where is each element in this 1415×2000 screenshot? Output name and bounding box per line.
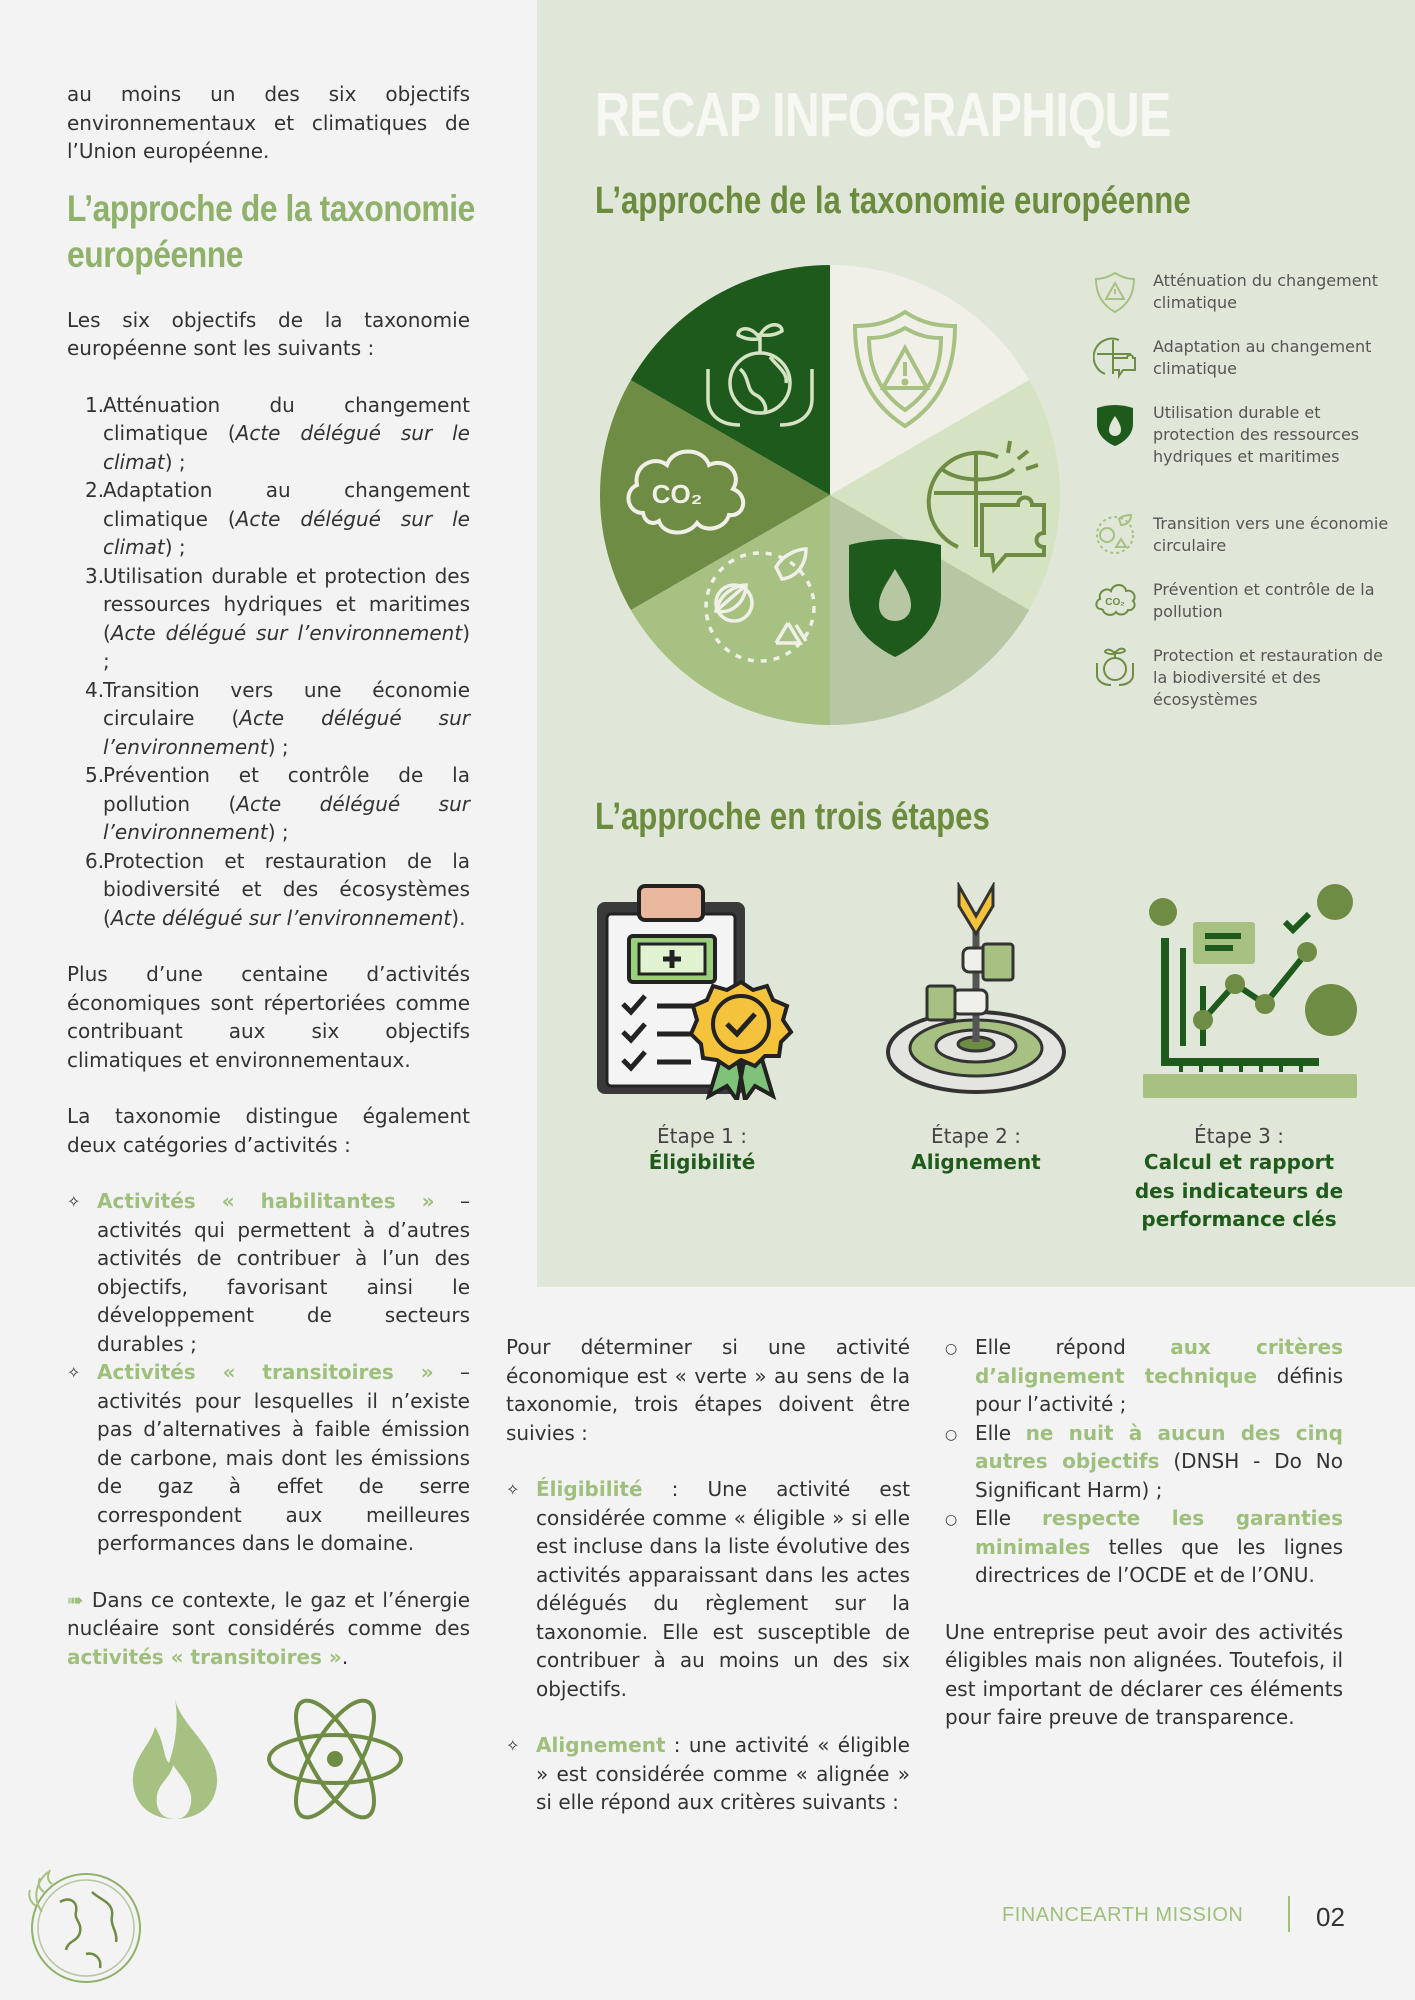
target-dart-icon <box>883 882 1069 1100</box>
chart-growth-icon <box>1143 882 1359 1100</box>
criteria-column <box>945 1333 1343 1732</box>
recap-subtitle-taxonomy: L’approche de la taxonomie européenne <box>595 180 1191 222</box>
energy-icons <box>67 1697 470 1837</box>
activities-paragraph: Plus d’une centaine d’activités économiques sont répertoriées comme contribuant aux six objectifs climatiques et environnementaux. <box>67 962 470 1072</box>
earth-plant-hands-icon <box>1093 645 1137 689</box>
water-drop-shield-icon <box>1093 402 1137 446</box>
sparkle-bullet-icon: ✧ <box>67 1192 81 1211</box>
left-column <box>67 80 475 1837</box>
earth-logo-icon <box>22 1862 148 1990</box>
step-3: Étape 3 : Calcul et rapport des indicateurs de performance clés <box>1134 1124 1344 1231</box>
clipboard-certificate-icon <box>593 882 809 1100</box>
sparkle-bullet-icon: ✧ <box>506 1736 520 1755</box>
criteria-item: ○ Elle répond aux critères d’alignement technique définis pour l’activité ; <box>945 1333 1343 1419</box>
step-item: ✧ Éligibilité : Une activité est considérée comme « éligible » si elle est incluse dans la liste évolutive des activités apparaissant dans les actes délégués du règlement sur la taxonomie. Elle est susceptible de contribuer à au moins un des six objectifs. <box>506 1475 910 1703</box>
objective-item: 5. Prévention et contrôle de la pollution (Acte délégué sur l’environnement) ; <box>85 763 470 844</box>
legend-item: Transition vers une économie circulaire <box>1093 513 1393 557</box>
legend-item: Utilisation durable et protection des ressources hydriques et maritimes <box>1093 402 1393 468</box>
globe-puzzle-icon <box>1093 336 1137 380</box>
recycle-leaf-icon <box>1093 513 1137 557</box>
objective-item: 3. Utilisation durable et protection des ressources hydriques et maritimes (Acte délégué sur l’environnement) ; <box>85 563 470 673</box>
objective-item: 4. Transition vers une économie circulaire (Acte délégué sur l’environnement) ; <box>85 677 470 759</box>
page-number: 02 <box>1316 1902 1345 1932</box>
steps-list <box>506 1475 910 1817</box>
objectives-list <box>85 391 470 933</box>
context-paragraph: ➠ Dans ce contexte, le gaz et l’énergie nucléaire sont considérés comme des activités « transitoires ». <box>67 1587 470 1669</box>
shield-warning-icon <box>1093 270 1137 314</box>
co2-cloud-icon <box>1093 579 1137 623</box>
flame-icon <box>129 1697 221 1821</box>
circle-bullet-icon: ○ <box>945 1426 958 1443</box>
step-item: ✧ Alignement : une activité « éligible » est considérée comme « alignée » si elle répond aux critères suivants : <box>506 1731 910 1817</box>
criteria-item: ○ Elle ne nuit à aucun des cinq autres objectifs (DNSH - Do No Significant Harm) ; <box>945 1419 1343 1505</box>
arrow-icon: ➠ <box>67 1587 84 1612</box>
objective-item: 1. Atténuation du changement climatique (Acte délégué sur le climat) ; <box>85 392 470 474</box>
recap-panel <box>537 0 1415 1287</box>
objective-item: 2. Adaptation au changement climatique (Acte délégué sur le climat) ; <box>85 478 470 559</box>
objectives-pie <box>595 260 1065 730</box>
sparkle-bullet-icon: ✧ <box>67 1363 81 1382</box>
step-2: Étape 2 : Alignement <box>911 1124 1041 1174</box>
legend-item: Adaptation au changement climatique <box>1093 336 1393 380</box>
categories-intro: La taxonomie distingue également deux catégories d’activités : <box>67 1104 470 1157</box>
categories-list <box>67 1187 470 1558</box>
circle-bullet-icon: ○ <box>945 1341 958 1357</box>
atom-icon <box>265 1697 405 1821</box>
legend-item: CO₂ Prévention et contrôle de la pollution <box>1093 579 1393 623</box>
step-1: Étape 1 : Éligibilité <box>648 1124 756 1174</box>
category-item: ✧ Activités « habilitantes » – activités qui permettent à d’autres activités de contribuer à l’un des objectifs, favorisant ainsi le développement de secteurs durables ; <box>67 1187 470 1358</box>
category-item: ✧ Activités « transitoires » – activités pour lesquelles il n’existe pas d’alternatives à faible émission de carbone, mais dont les émissions de gaz à effet de serre correspondent aux meilleures performances dans le domaine. <box>67 1358 470 1558</box>
criteria-item: ○ Elle respecte les garanties minimales telles que les lignes directrices de l’OCDE et de l’ONU. <box>945 1504 1343 1590</box>
svg-text:CO₂: CO₂ <box>651 479 703 509</box>
section-heading: L’approche de la taxonomie européenne <box>67 187 475 275</box>
steps-intro: Pour déterminer si une activité économique est « verte » au sens de la taxonomie, trois étapes doivent être suivies : <box>506 1335 910 1445</box>
legend-item: Protection et restauration de la biodiversité et des écosystèmes <box>1093 645 1393 711</box>
circle-bullet-icon: ○ <box>945 1512 958 1528</box>
objective-item: 6. Protection et restauration de la biodiversité et des écosystèmes (Acte délégué sur l’environnement). <box>85 848 470 930</box>
footer-divider <box>1288 1896 1290 1932</box>
closing-paragraph: Une entreprise peut avoir des activités éligibles mais non alignées. Toutefois, il est important de déclarer ces éléments pour faire preuve de transparence. <box>945 1619 1343 1729</box>
recap-title: RECAP INFOGRAPHIQUE <box>595 81 1171 150</box>
recap-subtitle-steps: L’approche en trois étapes <box>595 796 990 838</box>
steps-column <box>506 1333 910 1817</box>
sparkle-bullet-icon: ✧ <box>506 1480 520 1499</box>
footer-brand: FINANCEARTH MISSION <box>1002 1904 1244 1926</box>
objectives-intro: Les six objectifs de la taxonomie européenne sont les suivants : <box>67 307 470 360</box>
legend-item: Atténuation du changement climatique <box>1093 270 1393 314</box>
svg-text:CO₂: CO₂ <box>1105 597 1125 608</box>
criteria-list <box>945 1333 1343 1590</box>
intro-text: au moins un des six objectifs environnementaux et climatiques de l’Union européenne. <box>67 82 470 163</box>
